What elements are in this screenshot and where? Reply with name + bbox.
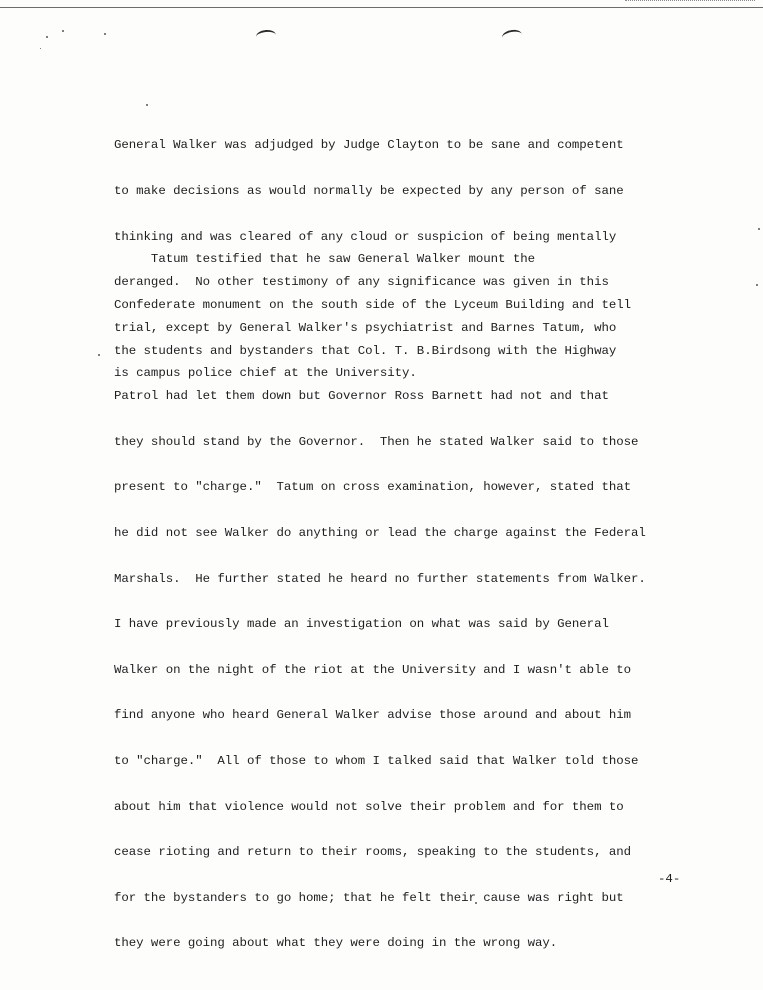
- text-line: present to "charge." Tatum on cross examination, however, stated that: [114, 480, 631, 495]
- text-line: General Walker was adjudged by Judge Clayton to be sane and competent: [114, 138, 624, 153]
- text-line: is campus police chief at the University.: [114, 366, 417, 381]
- text-line: the students and bystanders that Col. T. B.Birdsong with the Highway: [114, 343, 617, 358]
- scan-speck: [40, 48, 41, 49]
- text-line: deranged. No other testimony of any significance was given in this: [114, 275, 609, 290]
- text-line: for the bystanders to go home; that he felt their cause was right but: [114, 890, 624, 905]
- scan-speck: [146, 104, 148, 106]
- page-number: -4-: [658, 872, 681, 886]
- punch-hole-mark-right: [501, 28, 523, 43]
- text-line: they should stand by the Governor. Then he stated Walker said to those: [114, 434, 639, 449]
- text-line: find anyone who heard General Walker advise those around and about him: [114, 708, 631, 723]
- top-rule: [0, 7, 763, 8]
- text-line: Walker on the night of the riot at the University and I wasn't able to: [114, 662, 631, 677]
- scan-speck: [104, 33, 106, 35]
- text-line: Patrol had let them down but Governor Ross Barnett had not and that: [114, 389, 609, 404]
- text-line: Confederate monument on the south side of the Lyceum Building and tell: [114, 298, 631, 312]
- paragraph-tatum-testimony: [114, 222, 674, 967]
- text-line: Tatum testified that he saw General Walker mount the: [114, 252, 535, 267]
- scan-speck: [62, 30, 64, 32]
- scan-speck: [756, 284, 758, 286]
- scan-speck: [46, 36, 48, 38]
- text-line: cease rioting and return to their rooms, speaking to the students, and: [114, 845, 631, 860]
- scan-speck: [98, 354, 100, 356]
- text-line: I have previously made an investigation on what was said by General: [114, 617, 609, 632]
- text-line: to "charge." All of those to whom I talked said that Walker told those: [114, 753, 639, 768]
- scan-speck: [758, 228, 760, 230]
- text-line: to make decisions as would normally be expected by any person of sane: [114, 184, 624, 198]
- text-line: thinking and was cleared of any cloud or suspicion of being mentally: [114, 229, 617, 244]
- top-dotted-edge: [625, 0, 755, 7]
- text-line: they were going about what they were doing in the wrong way.: [114, 936, 558, 951]
- text-line: trial, except by General Walker's psychiatrist and Barnes Tatum, who: [114, 320, 617, 335]
- punch-hole-mark-left: [255, 29, 276, 43]
- text-line: Marshals. He further stated he heard no further statements from Walker.: [114, 571, 646, 586]
- text-line: about him that violence would not solve their problem and for them to: [114, 799, 624, 814]
- text-line: he did not see Walker do anything or lead the charge against the Federal: [114, 525, 646, 540]
